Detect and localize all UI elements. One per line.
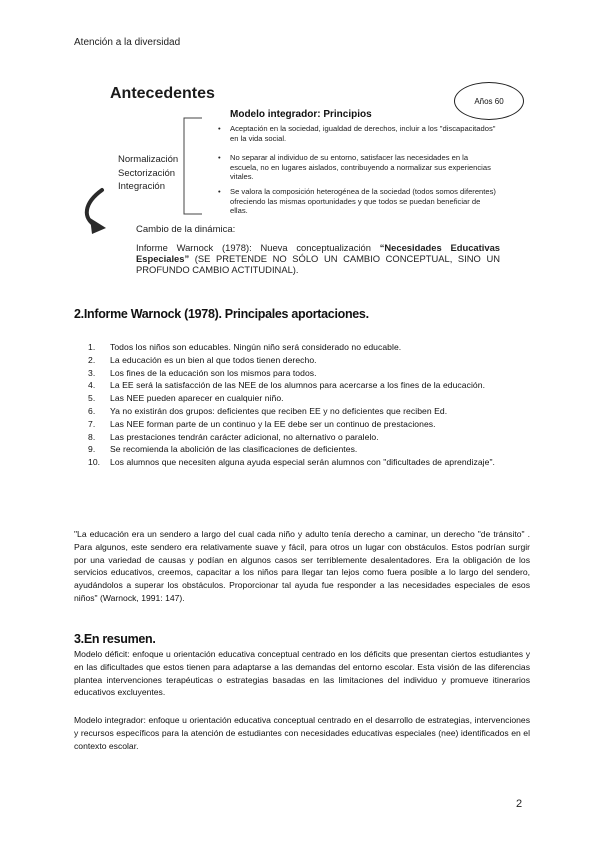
term-integracion: Integración bbox=[118, 181, 166, 192]
section-3-title: 3.En resumen. bbox=[74, 632, 156, 646]
list-item: 3. Los fines de la educación son los mismos para todos. bbox=[88, 367, 317, 378]
arrow-head bbox=[90, 218, 106, 234]
modelo-deficit-paragraph: Modelo déficit: enfoque u orientación educativa conceptual centrado en los déficits que presentan ciertos estudiantes y en las dificultades que estos tienen para adaptarse a las demandas del entorno escolar. Esta visión de las diferencias plantea intervenciones terapéuticas o estrategias basadas en las limitaciones del individuo y promueve itinerarios educativos excluyentes. bbox=[74, 649, 530, 698]
modelo-integrador-paragraph: Modelo integrador: enfoque u orientación educativa conceptual centrado en el desarrollo de estrategias, intervenciones y recursos específicos para la atención de estudiantes con necesidades educativas especiales (nee) identificados en el contexto escolar. bbox=[74, 715, 530, 751]
left-terms bbox=[118, 153, 178, 194]
principle-item: • Se valora la composición heterogénea de la sociedad (todos somos diferentes) ofreciendo las mismas oportunidades y que todos se puedan beneficiar de ellas. bbox=[218, 187, 496, 215]
informe-text: Informe Warnock (1978): Nueva conceptualización “Necesidades Educativas Especiales” (SE PRETENDE NO SÓLO UN CAMBIO CONCEPTUAL, SINO UN PROFUNDO CAMBIO ACTITUDINAL). bbox=[136, 242, 501, 275]
list-item: 6. Ya no existirán dos grupos: deficientes que reciben EE y no deficientes que reciben Ed. bbox=[88, 405, 448, 416]
list-item: 8. Las prestaciones tendrán carácter adicional, no alternativo o paralelo. bbox=[88, 431, 379, 442]
list-item: 10. Los alumnos que necesiten alguna ayuda especial serán alumnos con "dificultades de aprendizaje". bbox=[88, 457, 495, 468]
bullet-icon: • bbox=[218, 153, 221, 162]
section-2-title: 2.Informe Warnock (1978). Principales aportaciones. bbox=[74, 307, 369, 321]
model-title: Modelo integrador: Principios bbox=[230, 109, 372, 120]
change-label: Cambio de la dinámica: bbox=[136, 224, 236, 235]
aportaciones-list bbox=[74, 341, 530, 469]
bullet-icon: • bbox=[218, 187, 221, 196]
page-number: 2 bbox=[516, 798, 523, 810]
curved-arrow bbox=[87, 190, 102, 226]
term-normalizacion: Normalización bbox=[118, 154, 179, 165]
decade-label: Años 60 bbox=[474, 96, 504, 106]
list-item: 2. La educación es un bien al que todos tienen derecho. bbox=[88, 354, 317, 365]
list-item: 5. Las NEE pueden aparecer en cualquier niño. bbox=[88, 393, 284, 404]
list-item: 7. Las NEE forman parte de un continuo y la EE debe ser un continuo de prestaciones. bbox=[88, 418, 436, 429]
figure-title: Antecedentes bbox=[110, 85, 215, 102]
warnock-quote: "La educación era un sendero a largo del cual cada niño y adulto tenía derecho a caminar, un derecho "de tránsito" . Para algunos, este sendero era relativamente suave y fácil, para otros un lugar con obstáculos. Estos podrían surgir por una variedad de causas y podían en algunos casos ser terriblemente desalentadores. Era la obligación de los servicios educativos, creemos, capacitar a los niños para llegar tan lejos como fuera posible a lo largo del sendero, ayudándolos a superar los obstáculos. Proporcionar tal ayuda fue responder a las necesidades especiales de esos niños" (Warnock, 1991: 147). bbox=[74, 529, 530, 603]
list-item: 9. Se recomienda la abolición de las clasificaciones de deficientes. bbox=[88, 444, 358, 455]
term-sectorizacion: Sectorización bbox=[118, 167, 176, 179]
list-item: 4. La EE será la satisfacción de las NEE de los alumnos para acercarse a los fines de la educación. bbox=[88, 380, 486, 391]
principle-item: • No separar al individuo de su entorno, satisfacer las necesidades en la escuela, no en lugares aislados, contribuyendo a normalizar sus experiencias vitales. bbox=[218, 153, 491, 181]
page-header: Atención a la diversidad bbox=[74, 37, 181, 48]
principle-item: • Aceptación en la sociedad, igualdad de derechos, incluir a los "discapacitados" en la vida social. bbox=[218, 124, 496, 143]
bracket-line bbox=[184, 118, 202, 214]
decade-oval bbox=[454, 82, 524, 120]
bullet-icon: • bbox=[218, 124, 221, 133]
list-item: 1. Todos los niños son educables. Ningún niño será considerado no educable. bbox=[88, 342, 402, 352]
